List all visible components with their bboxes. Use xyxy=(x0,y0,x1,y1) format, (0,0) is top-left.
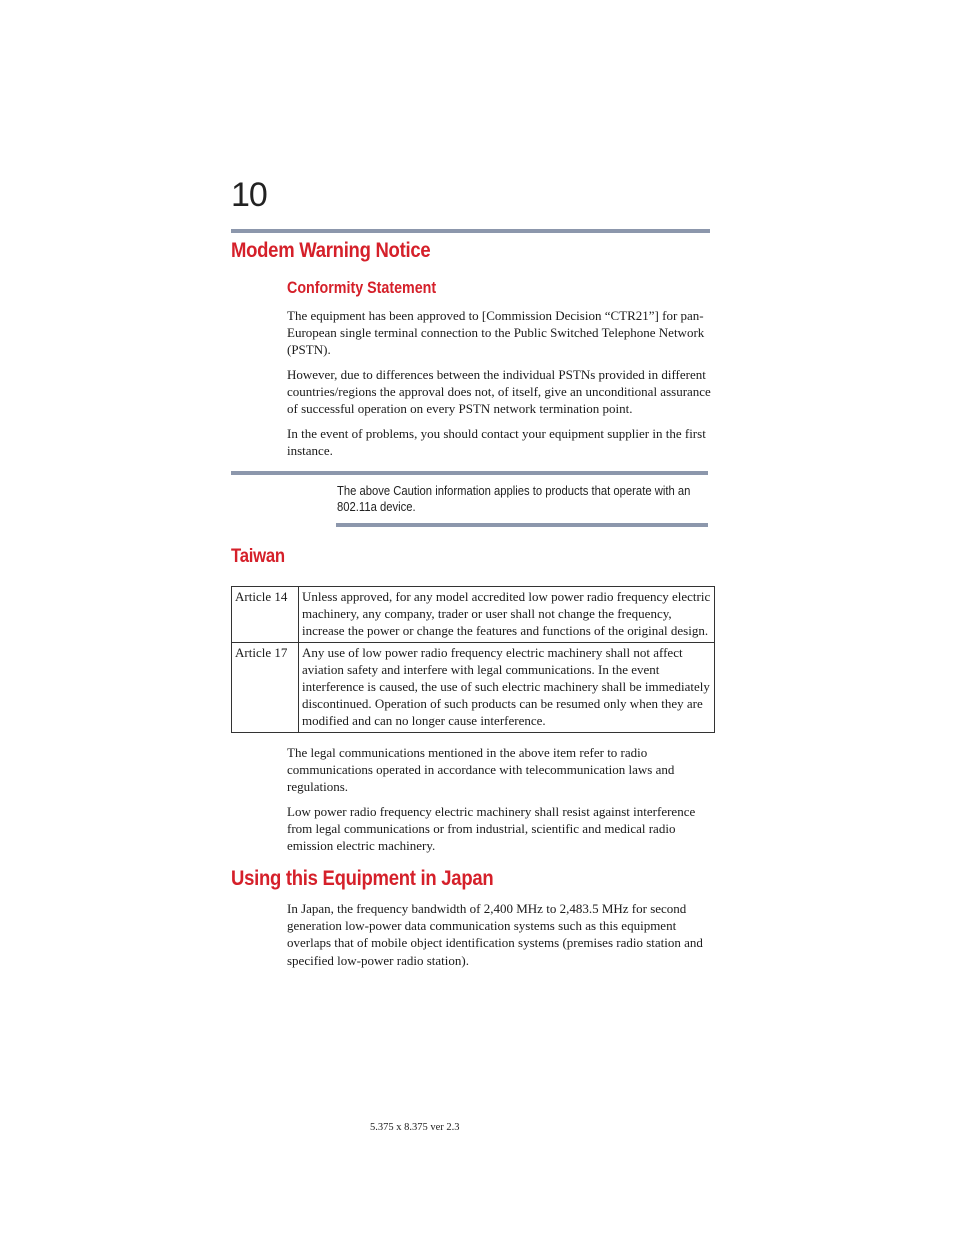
article-label: Article 14 xyxy=(232,587,299,643)
paragraph: However, due to differences between the individual PSTNs provided in different countries/regions the approval does not, of itself, give an unconditional assurance of successful operation on every PSTN network termination point. xyxy=(287,367,711,417)
taiwan-articles-table xyxy=(231,586,715,733)
article-text: Any use of low power radio frequency electric machinery shall not affect aviation safety and interfere with legal communications. In the event interference is caused, the use of such electric machinery shall be immediately discontinued. Operation of such products can be resumed only when they are modified and can no longer cause interference. xyxy=(299,642,715,732)
article-label: Article 17 xyxy=(232,642,299,732)
table-row xyxy=(232,587,715,643)
paragraph: The equipment has been approved to [Commission Decision “CTR21”] for pan-European single terminal connection to the Public Switched Telephone Network (PSTN). xyxy=(287,308,705,358)
note-top-rule xyxy=(231,471,708,475)
caution-note: The above Caution information applies to products that operate with an 802.11a device. xyxy=(337,484,691,514)
page-number: 10 xyxy=(231,176,267,214)
paragraph: The legal communications mentioned in the above item refer to radio communications operated in accordance with telecommunication laws and regulations. xyxy=(287,745,675,795)
table-row xyxy=(232,642,715,732)
paragraph: Low power radio frequency electric machinery shall resist against interference from legal communications or from industrial, scientific and medical radio emission electric machinery. xyxy=(287,804,696,854)
footer-version: 5.375 x 8.375 ver 2.3 xyxy=(370,1122,460,1133)
note-bottom-rule xyxy=(336,523,708,527)
top-rule xyxy=(231,229,710,233)
heading-modem-warning-notice: Modem Warning Notice xyxy=(231,239,431,262)
paragraph: In the event of problems, you should contact your equipment supplier in the first instance. xyxy=(287,426,706,459)
subheading-conformity-statement: Conformity Statement xyxy=(287,278,437,297)
paragraph: In Japan, the frequency bandwidth of 2,400 MHz to 2,483.5 MHz for second generation low-power data communication systems such as this equipment overlaps that of mobile object identification systems (premises radio station and specified low-power radio station). xyxy=(287,901,703,968)
heading-taiwan: Taiwan xyxy=(231,546,285,567)
heading-using-equipment-japan: Using this Equipment in Japan xyxy=(231,867,494,890)
article-text: Unless approved, for any model accredited low power radio frequency electric machinery, any company, trader or user shall not change the frequency, increase the power or change the features and functions of the original design. xyxy=(299,587,715,643)
